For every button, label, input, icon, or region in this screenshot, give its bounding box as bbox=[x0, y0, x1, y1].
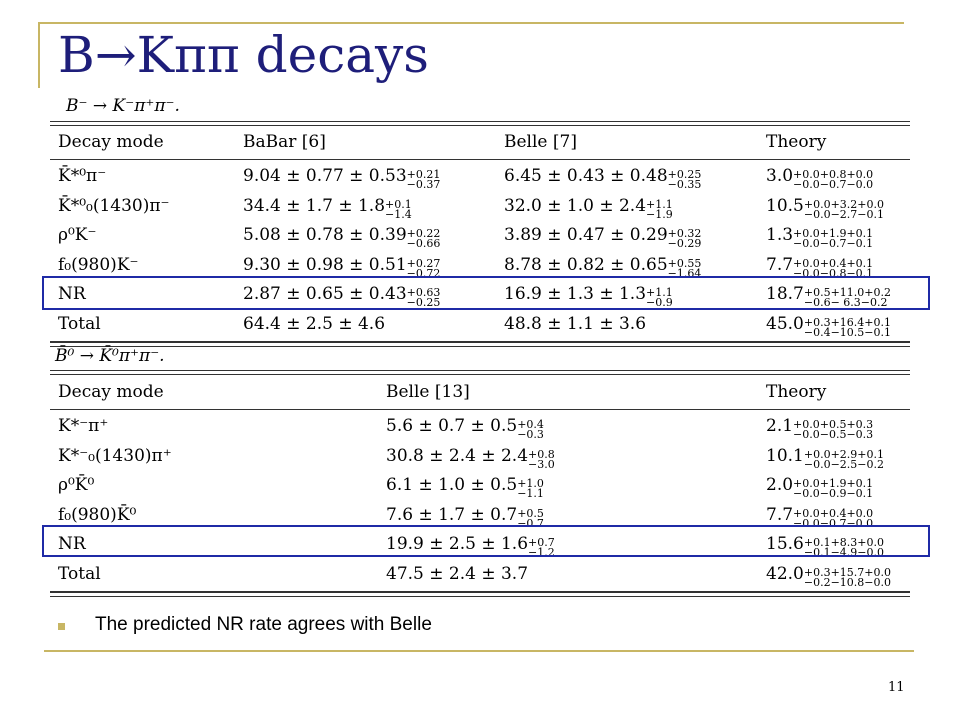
table2-row-1-belle-upper: +0.8 bbox=[528, 447, 555, 461]
table2-row-1-theory-value: 10.1 bbox=[766, 445, 804, 466]
table2-row-5-theory-errors bbox=[803, 565, 891, 589]
table1-row-1-theory-errors bbox=[803, 197, 884, 221]
table1-row-4-belle-lower: −0.9 bbox=[646, 296, 673, 309]
page-number: 11 bbox=[888, 680, 905, 695]
table1-row-3-babar bbox=[243, 255, 440, 279]
table1-row-5-belle-value: 48.8 ± 1.1 ± 3.6 bbox=[504, 313, 647, 334]
table1-header-2: Belle [7] bbox=[504, 132, 577, 152]
table1-row-2-babar-upper: +0.22 bbox=[406, 227, 441, 240]
table1-row-2-belle-lower: −0.29 bbox=[667, 237, 702, 250]
table1-row-2-theory-upper: +0.0+1.9+0.1 bbox=[793, 227, 874, 240]
table2-row-0-theory-value: 2.1 bbox=[766, 416, 794, 436]
table1-row-2-babar-errors bbox=[407, 229, 441, 249]
table1-row-5-theory-value: 45.0 bbox=[766, 313, 804, 334]
table1-row-1-belle-upper: +1.1 bbox=[646, 197, 673, 211]
table2-row-0-belle-errors bbox=[517, 420, 544, 440]
table2-row-2-theory-upper: +0.0+1.9+0.1 bbox=[793, 477, 874, 490]
table2-row-3-theory-upper: +0.0+0.4+0.0 bbox=[793, 506, 874, 520]
table2-row-4-mode: NR bbox=[58, 534, 86, 554]
table1-row-0-babar bbox=[243, 166, 440, 190]
table1-row-5-theory-errors bbox=[803, 315, 891, 339]
table2-header-2: Theory bbox=[766, 382, 827, 402]
table1-row-2-belle bbox=[504, 225, 701, 249]
table1-header-0: Decay mode bbox=[58, 132, 164, 152]
table1-row-0-babar-errors bbox=[407, 170, 441, 190]
table2-row-1-theory-errors bbox=[803, 447, 884, 471]
table1-top-rule bbox=[50, 121, 910, 122]
table2-row-2-belle-errors bbox=[517, 479, 544, 499]
table2-row-0-theory-lower: −0.0−0.5−0.3 bbox=[793, 428, 874, 441]
table2-row-0-belle bbox=[386, 416, 544, 440]
table1-header-1: BaBar [6] bbox=[243, 132, 326, 152]
table2-row-2-theory-value: 2.0 bbox=[766, 475, 794, 495]
table2-row-2-mode: ρ⁰K̄⁰ bbox=[58, 475, 95, 495]
table2-nr-highlight-box bbox=[42, 525, 930, 557]
table1-row-1-babar-errors bbox=[385, 197, 412, 221]
table2-row-1-theory-lower: −0.0−2.5−0.2 bbox=[803, 457, 884, 471]
table2-row-5-theory-value: 42.0 bbox=[766, 563, 804, 584]
table1-row-2-belle-errors bbox=[668, 229, 702, 249]
table1-header-rule bbox=[50, 159, 910, 160]
table2-row-5-belle bbox=[386, 564, 528, 584]
table1-bottom-rule-2 bbox=[50, 346, 910, 347]
table1-row-2-theory-value: 1.3 bbox=[766, 225, 794, 245]
table2-row-0-theory-errors bbox=[793, 420, 873, 440]
table2-row-4-belle-lower: −1.2 bbox=[528, 546, 555, 559]
table1-row-1-belle bbox=[504, 196, 673, 220]
table1-row-1-theory-lower: −0.0−2.7−0.1 bbox=[803, 207, 884, 221]
table1-row-5-theory-lower: −0.4−10.5−0.1 bbox=[803, 325, 891, 339]
table2-row-1-belle bbox=[386, 446, 555, 470]
table2-row-1-theory bbox=[766, 446, 884, 470]
table1-row-4-babar-upper: +0.63 bbox=[406, 286, 441, 299]
table1-row-3-theory bbox=[766, 255, 873, 279]
table1-row-2-babar-value: 5.08 ± 0.78 ± 0.39 bbox=[243, 225, 407, 245]
table1-row-0-belle-upper: +0.25 bbox=[667, 168, 702, 181]
table1-row-3-belle-upper: +0.55 bbox=[667, 256, 702, 270]
slide-title: B→Kππ decays bbox=[58, 26, 429, 84]
table1-top-rule-2 bbox=[50, 125, 910, 126]
table2-row-0-theory-upper: +0.0+0.5+0.3 bbox=[793, 418, 874, 431]
table1-row-5-babar bbox=[243, 314, 385, 334]
table2-header-1: Belle [13] bbox=[386, 382, 470, 402]
table2-row-0-belle-value: 5.6 ± 0.7 ± 0.5 bbox=[386, 416, 518, 436]
table2-row-2-belle bbox=[386, 475, 544, 499]
table1-row-0-belle-value: 6.45 ± 0.43 ± 0.48 bbox=[504, 166, 668, 186]
table2-row-3-belle-lower: −0.7 bbox=[517, 516, 544, 530]
table2-row-4-theory-upper: +0.1+8.3+0.0 bbox=[803, 536, 884, 549]
table2-row-0-belle-upper: +0.4 bbox=[517, 418, 544, 431]
table1-row-4-babar-lower: −0.25 bbox=[406, 296, 441, 309]
table1-row-3-belle bbox=[504, 255, 701, 279]
table1-row-4-belle-value: 16.9 ± 1.3 ± 1.3 bbox=[504, 284, 647, 304]
table1-row-4-belle-upper: +1.1 bbox=[646, 286, 673, 299]
table1-row-0-belle bbox=[504, 166, 701, 190]
table1-row-0-babar-upper: +0.21 bbox=[406, 168, 441, 181]
table1-nr-highlight-box bbox=[42, 276, 930, 310]
table1-row-2-babar-lower: −0.66 bbox=[406, 237, 441, 250]
table1-row-1-babar-lower: −1.4 bbox=[385, 207, 412, 221]
table1-row-0-mode: K̄*⁰π⁻ bbox=[58, 166, 107, 186]
table2-row-2-belle-value: 6.1 ± 1.0 ± 0.5 bbox=[386, 475, 518, 495]
frame-bottom-rule bbox=[44, 650, 914, 652]
table1-row-4-theory-value: 18.7 bbox=[766, 284, 804, 304]
table1-row-0-theory-lower: −0.0−0.7−0.0 bbox=[793, 178, 874, 191]
table1-row-2-theory bbox=[766, 225, 873, 249]
table1-row-5-babar-value: 64.4 ± 2.5 ± 4.6 bbox=[243, 313, 386, 334]
table1-row-2-belle-upper: +0.32 bbox=[667, 227, 702, 240]
table2-header-0: Decay mode bbox=[58, 382, 164, 402]
table1-row-0-theory bbox=[766, 166, 873, 190]
table1-row-3-mode: f₀(980)K⁻ bbox=[58, 254, 139, 275]
table1-row-2-theory-lower: −0.0−0.7−0.1 bbox=[793, 237, 874, 250]
bullet-marker bbox=[58, 623, 65, 630]
table1-row-0-belle-errors bbox=[668, 170, 702, 190]
table1-row-3-theory-upper: +0.0+0.4+0.1 bbox=[793, 256, 874, 270]
table2-row-3-theory-lower: −0.0−0.7−0.0 bbox=[793, 516, 874, 530]
table1-row-2-belle-value: 3.89 ± 0.47 ± 0.29 bbox=[504, 225, 668, 245]
table1-row-1-mode: K̄*⁰₀(1430)π⁻ bbox=[58, 195, 170, 216]
table2-row-5-belle-value: 47.5 ± 2.4 ± 3.7 bbox=[386, 563, 529, 584]
table2-top-rule bbox=[50, 370, 910, 371]
table1-row-1-theory-upper: +0.0+3.2+0.0 bbox=[803, 197, 884, 211]
table1-row-3-theory-value: 7.7 bbox=[766, 254, 794, 275]
table1-row-1-babar-value: 34.4 ± 1.7 ± 1.8 bbox=[243, 195, 386, 216]
table1-row-3-belle-lower: −1.64 bbox=[667, 266, 702, 280]
table1-row-3-belle-value: 8.78 ± 0.82 ± 0.65 bbox=[504, 254, 668, 275]
table1-row-1-belle-lower: −1.9 bbox=[646, 207, 673, 221]
table2-row-2-belle-upper: +1.0 bbox=[517, 477, 544, 490]
table1-row-4-mode: NR bbox=[58, 284, 86, 304]
table2-row-3-belle-upper: +0.5 bbox=[517, 506, 544, 520]
table1-header-3: Theory bbox=[766, 132, 827, 152]
table2-row-3-mode: f₀(980)K̄⁰ bbox=[58, 504, 137, 525]
table2-row-4-belle-value: 19.9 ± 2.5 ± 1.6 bbox=[386, 534, 529, 554]
table2-row-5-theory-upper: +0.3+15.7+0.0 bbox=[803, 565, 891, 579]
table2-row-4-theory-lower: −0.1−4.9−0.0 bbox=[803, 546, 884, 559]
table2-row-3-theory-value: 7.7 bbox=[766, 504, 794, 525]
table1-row-2-babar bbox=[243, 225, 440, 249]
table2-row-1-mode: K*⁻₀(1430)π⁺ bbox=[58, 445, 172, 466]
table1-row-0-belle-lower: −0.35 bbox=[667, 178, 702, 191]
table2-row-2-theory-lower: −0.0−0.9−0.1 bbox=[793, 487, 874, 500]
table2-row-5-mode: Total bbox=[58, 563, 101, 584]
frame-left-rule bbox=[38, 22, 40, 88]
table1-row-1-theory-value: 10.5 bbox=[766, 195, 804, 216]
table1-row-0-theory-value: 3.0 bbox=[766, 166, 794, 186]
table2-row-1-belle-value: 30.8 ± 2.4 ± 2.4 bbox=[386, 445, 529, 466]
table1-row-0-theory-upper: +0.0+0.8+0.0 bbox=[793, 168, 874, 181]
table1-bottom-rule bbox=[50, 341, 910, 343]
table2-top-rule-2 bbox=[50, 374, 910, 375]
table1-row-4-theory-upper: +0.5+11.0+0.2 bbox=[803, 286, 891, 299]
table1-row-4-theory-lower: −0.6− 6.3−0.2 bbox=[803, 296, 888, 309]
table1-row-1-theory bbox=[766, 196, 884, 220]
table1-row-1-babar-upper: +0.1 bbox=[385, 197, 412, 211]
table1-row-1-belle-value: 32.0 ± 1.0 ± 2.4 bbox=[504, 195, 647, 216]
table2-row-0-belle-lower: −0.3 bbox=[517, 428, 544, 441]
table1-row-5-theory-upper: +0.3+16.4+0.1 bbox=[803, 315, 891, 329]
table1-row-1-belle-errors bbox=[646, 197, 673, 221]
table2-header-rule bbox=[50, 409, 910, 410]
table1-row-0-theory-errors bbox=[793, 170, 873, 190]
table1-row-3-babar-lower: −0.72 bbox=[406, 266, 441, 280]
table2-row-2-belle-lower: −1.1 bbox=[517, 487, 544, 500]
table1-row-0-babar-value: 9.04 ± 0.77 ± 0.53 bbox=[243, 166, 407, 186]
table2-row-0-mode: K*⁻π⁺ bbox=[58, 416, 109, 436]
table1-row-2-mode: ρ⁰K⁻ bbox=[58, 225, 97, 245]
table1-row-1-babar bbox=[243, 196, 412, 220]
table2-row-5-theory bbox=[766, 564, 891, 588]
table1-row-5-theory bbox=[766, 314, 891, 338]
table1-row-3-babar-value: 9.30 ± 0.98 ± 0.51 bbox=[243, 254, 407, 275]
table1-row-2-theory-errors bbox=[793, 229, 873, 249]
table2-caption: B̄⁰ → K̄⁰π⁺π⁻. bbox=[55, 346, 165, 366]
table2-row-5-theory-lower: −0.2−10.8−0.0 bbox=[803, 575, 891, 589]
table2-row-1-belle-errors bbox=[528, 447, 555, 471]
table2-bottom-rule-2 bbox=[50, 596, 910, 597]
table1-row-3-babar-upper: +0.27 bbox=[406, 256, 441, 270]
bullet-text: The predicted NR rate agrees with Belle bbox=[95, 614, 432, 635]
table2-row-1-belle-lower: −3.0 bbox=[528, 457, 555, 471]
table1-row-4-babar-value: 2.87 ± 0.65 ± 0.43 bbox=[243, 284, 407, 304]
table1-row-3-theory-lower: −0.0−0.8−0.1 bbox=[793, 266, 874, 280]
table1-caption: B⁻ → K⁻π⁺π⁻. bbox=[66, 96, 180, 116]
table1-row-5-belle bbox=[504, 314, 646, 334]
table2-row-2-theory bbox=[766, 475, 873, 499]
table2-row-3-belle-value: 7.6 ± 1.7 ± 0.7 bbox=[386, 504, 518, 525]
table2-row-4-belle-upper: +0.7 bbox=[528, 536, 555, 549]
table1-row-0-babar-lower: −0.37 bbox=[406, 178, 441, 191]
table2-bottom-rule bbox=[50, 591, 910, 593]
table2-row-0-theory bbox=[766, 416, 873, 440]
table2-row-4-theory-value: 15.6 bbox=[766, 534, 804, 554]
table1-row-5-mode: Total bbox=[58, 313, 101, 334]
table2-row-1-theory-upper: +0.0+2.9+0.1 bbox=[803, 447, 884, 461]
table2-row-2-theory-errors bbox=[793, 479, 873, 499]
